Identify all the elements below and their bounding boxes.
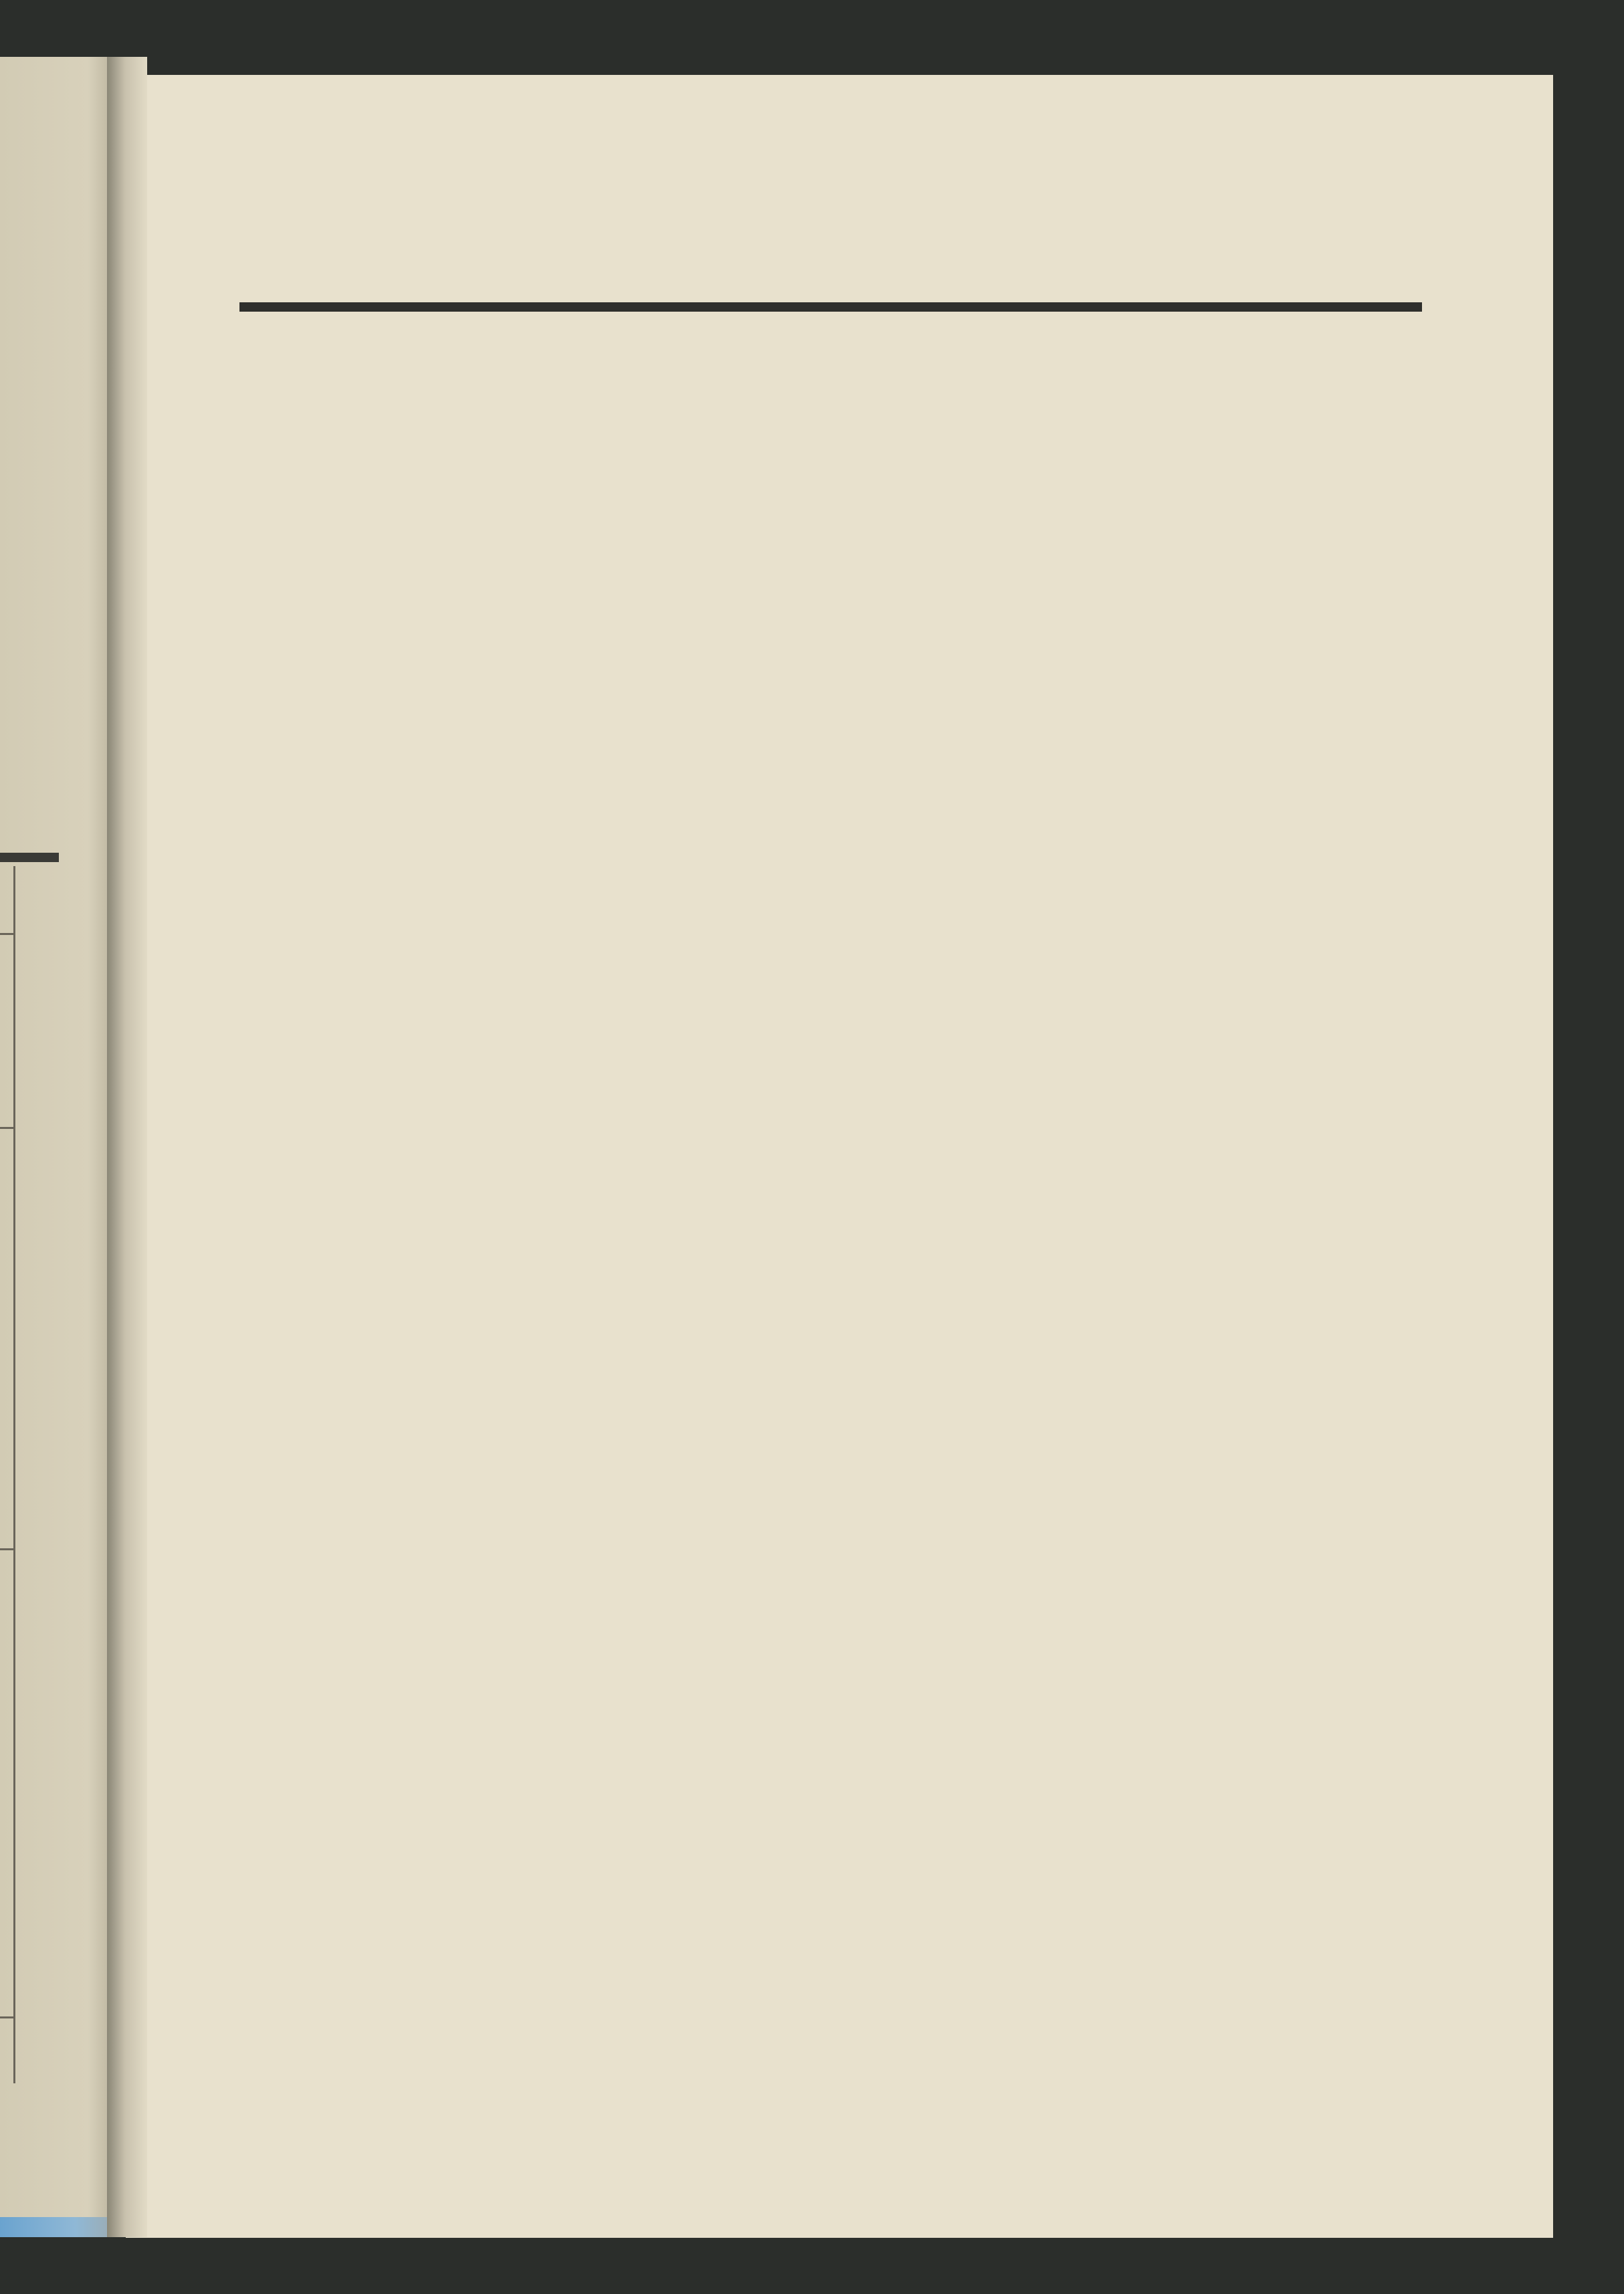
- book-spine: [107, 57, 147, 2237]
- left-page-tick: [0, 2016, 13, 2018]
- page: [126, 75, 1553, 2238]
- left-page-table-line: [13, 866, 15, 2083]
- left-page-tick: [0, 1548, 13, 1550]
- left-page-rule: [0, 853, 59, 862]
- top-rule: [239, 302, 1422, 312]
- header-book-number: [266, 368, 306, 582]
- left-page-tick: [0, 1127, 13, 1129]
- left-page-tick: [0, 933, 13, 935]
- left-page-fragment: [0, 609, 20, 669]
